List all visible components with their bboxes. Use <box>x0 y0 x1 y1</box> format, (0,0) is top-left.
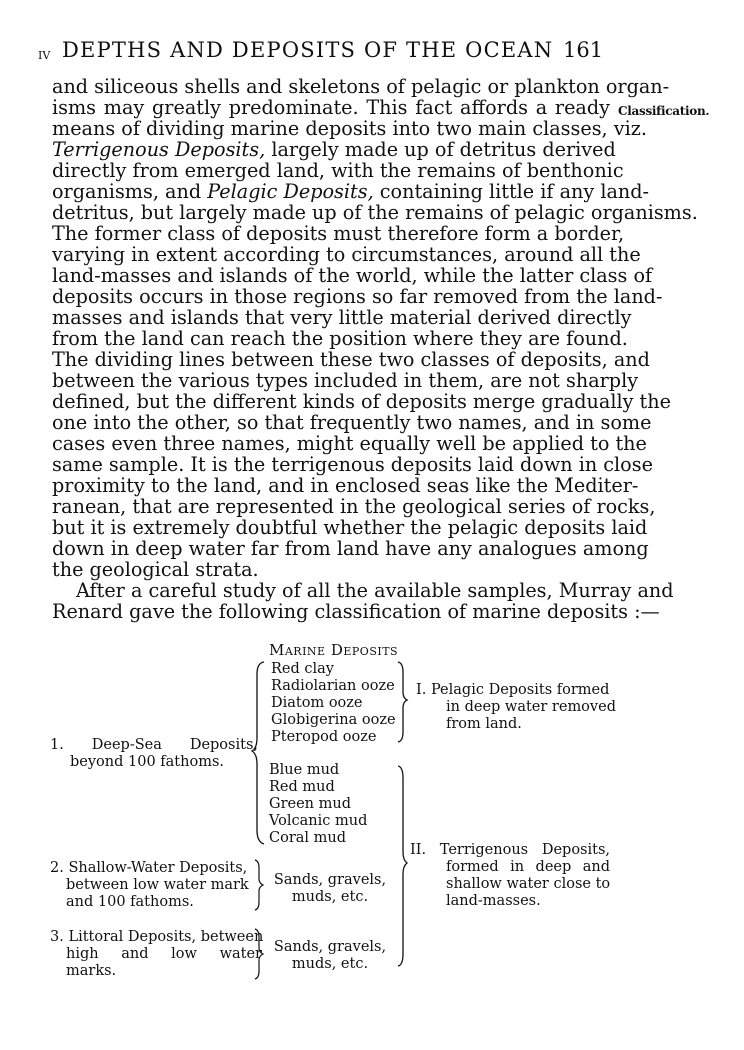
deposit-item: Green mud <box>269 796 351 812</box>
body-line: down in deep water far from land have any analogues among <box>52 537 649 560</box>
deposit-item: Sands, gravels, <box>273 872 387 888</box>
group-label-line: and 100 fathoms. <box>66 894 194 910</box>
deposit-item: Pteropod ooze <box>271 729 377 745</box>
terrigenous-items <box>269 762 367 847</box>
body-line: After a careful study of all the available samples, Murray and <box>76 579 674 602</box>
deposit-item: Red mud <box>269 779 335 795</box>
body-line: masses and islands that very little material derived directly <box>52 306 632 329</box>
class-line: I. Pelagic Deposits formed <box>416 682 610 698</box>
body-line: one into the other, so that frequently two names, and in some <box>52 411 652 434</box>
body-line: The dividing lines between these two classes of deposits, and <box>52 348 650 371</box>
deposit-item: Red clay <box>271 661 334 677</box>
group-label-deep-sea-sub: beyond 100 fathoms. <box>70 754 225 770</box>
group-label-line: marks. <box>66 963 117 979</box>
deposit-item: Sands, gravels, <box>273 939 387 955</box>
group-label-deep-sea: 1. Deep-Sea Deposits, <box>50 737 258 753</box>
chapter-number: iv <box>38 44 51 63</box>
class-line: in deep water removed <box>446 699 616 715</box>
body-line-mixed <box>52 138 616 161</box>
deposit-item: muds, etc. <box>291 956 369 972</box>
body-line: proximity to the land, and in enclosed seas like the Mediter- <box>52 474 639 497</box>
deposit-item: Diatom ooze <box>271 695 363 711</box>
pelagic-items <box>271 661 396 746</box>
deposit-item: Coral mud <box>269 830 347 846</box>
deposit-item: Radiolarian ooze <box>271 678 395 694</box>
group-label-line: high and low water <box>66 946 262 962</box>
italic-term: Pelagic Deposits, <box>207 180 374 203</box>
running-head <box>0 38 744 68</box>
body-line-part: organisms, and <box>52 180 202 203</box>
body-line: ranean, that are represented in the geological series of rocks, <box>52 495 656 518</box>
body-line: detritus, but largely made up of the remains of pelagic organisms. <box>52 201 698 224</box>
group-label-shallow-water <box>50 860 249 911</box>
class-line: formed in deep and <box>446 859 610 875</box>
body-line: deposits occurs in those regions so far removed from the land- <box>52 285 663 308</box>
class-pelagic <box>416 682 616 733</box>
italic-term: Terrigenous Deposits, <box>52 138 266 161</box>
body-line: between the various types included in them, are not sharply <box>52 369 639 392</box>
running-title: DEPTHS AND DEPOSITS OF THE OCEAN <box>62 38 554 62</box>
group-label-littoral <box>50 929 263 980</box>
littoral-items <box>266 939 394 973</box>
body-line: The former class of deposits must therefore form a border, <box>52 222 625 245</box>
margin-note: Classification. <box>618 104 710 118</box>
left-brace-shallow <box>253 858 265 912</box>
deposit-item: muds, etc. <box>291 889 369 905</box>
class-line: land-masses. <box>446 893 541 909</box>
group-label-line: between low water mark <box>66 877 249 893</box>
page-number: 161 <box>563 38 604 62</box>
body-line: land-masses and islands of the world, while the latter class of <box>52 264 653 287</box>
body-line: varying in extent according to circumstances, around all the <box>52 243 641 266</box>
body-line: isms may greatly predominate. This fact affords a ready <box>52 96 610 119</box>
deposit-item: Globigerina ooze <box>271 712 396 728</box>
body-line: directly from emerged land, with the remains of benthonic <box>52 159 624 182</box>
class-terrigenous <box>410 842 610 910</box>
right-brace-terrigenous <box>396 764 410 970</box>
body-line-part: containing little if any land- <box>379 180 650 203</box>
left-brace-deep-sea <box>250 660 270 850</box>
body-line: cases even three names, might equally well be applied to the <box>52 432 647 455</box>
body-line-part: largely made up of detritus derived <box>271 138 616 161</box>
class-line: II. Terrigenous Deposits, <box>410 842 610 858</box>
class-line: from land. <box>446 716 522 732</box>
group-label-line: 3. Littoral Deposits, between <box>50 929 264 945</box>
body-line: same sample. It is the terrigenous deposits laid down in close <box>52 453 653 476</box>
body-line: but it is extremely doubtful whether the pelagic deposits laid <box>52 516 648 539</box>
right-brace-pelagic <box>396 660 410 745</box>
body-line: defined, but the different kinds of deposits merge gradually the <box>52 390 671 413</box>
deposit-item: Blue mud <box>269 762 340 778</box>
body-line: the geological strata. <box>52 558 259 581</box>
group-label-line: 2. Shallow-Water Deposits, <box>50 860 248 876</box>
deposit-item: Volcanic mud <box>269 813 368 829</box>
left-brace-littoral <box>253 927 265 981</box>
body-line-mixed <box>52 180 650 203</box>
body-line: Renard gave the following classification of marine deposits :— <box>52 600 660 623</box>
classification-title: Marine Deposits <box>269 641 399 659</box>
class-line: shallow water close to <box>446 876 611 892</box>
body-line: and siliceous shells and skeletons of pelagic or plankton organ- <box>52 75 670 98</box>
body-line: means of dividing marine deposits into two main classes, viz. <box>52 117 647 140</box>
body-line: from the land can reach the position where they are found. <box>52 327 628 350</box>
shallow-water-items <box>266 872 394 906</box>
